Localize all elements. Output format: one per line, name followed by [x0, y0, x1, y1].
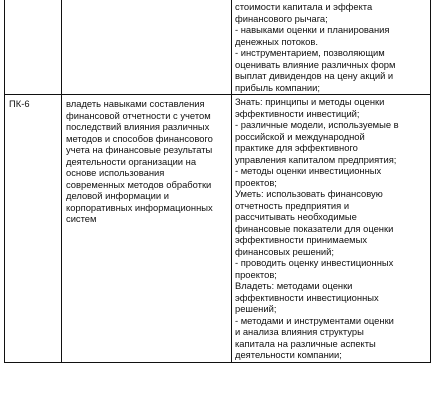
competency-code-cell: [5, 0, 62, 95]
details-line: - методами и инструментами оценки: [235, 314, 394, 326]
description-line: основе использования: [66, 167, 165, 178]
details-line: эффективности принимаемых: [235, 234, 368, 245]
details-line: проектов;: [235, 268, 277, 280]
details-line: и анализа влияния структуры: [235, 326, 364, 337]
description-line: владеть навыками составления: [66, 98, 205, 109]
competency-details-cell: [232, 95, 431, 363]
details-line: выплат дивидендов на цену акций и: [235, 70, 394, 81]
table-row: [5, 0, 431, 95]
competency-code: ПК-6: [9, 98, 30, 109]
details-line: Уметь: использовать финансовую: [235, 188, 383, 199]
description-line: корпоративных информационных: [66, 201, 213, 213]
details-line: финансовых решений;: [235, 245, 334, 257]
details-line: решений;: [235, 303, 277, 314]
competency-table: [4, 0, 431, 363]
details-line: - инструментарием, позволяющим: [235, 47, 385, 58]
competency-description-cell: [62, 0, 232, 95]
details-line: - проводить оценку инвестиционных: [235, 257, 394, 268]
details-line: отчетность предприятия и: [235, 199, 350, 211]
details-line: эффективности инвестиций;: [235, 107, 360, 119]
details-line: практике для эффективного: [235, 142, 358, 153]
details-line: рассчитывать необходимые: [235, 211, 357, 222]
details-line: стоимости капитала и эффекта: [235, 1, 373, 12]
competency-code-cell: [5, 95, 62, 363]
details-line: прибыль компании;: [235, 81, 321, 93]
description-line: учета на финансовые результаты: [66, 144, 213, 155]
details-line: российской и международной: [235, 130, 365, 142]
competency-details-cell: [232, 0, 431, 95]
details-line: капитала на различные аспекты: [235, 337, 376, 349]
description-line: систем: [66, 213, 97, 224]
details-line: Знать: принципы и методы оценки: [235, 96, 385, 107]
competency-description-cell: [62, 95, 232, 363]
description-line: деятельности организации на: [66, 155, 197, 167]
details-line: управления капиталом предприятия;: [235, 153, 397, 165]
details-line: оценивать влияние различных форм: [235, 58, 396, 70]
details-line: эффективности инвестиционных: [235, 291, 379, 303]
table-row: [5, 95, 431, 363]
details-line: финансовые показатели для оценки: [235, 222, 394, 234]
description-line: современных методов обработки: [66, 178, 212, 190]
details-line: деятельности компании;: [235, 349, 342, 360]
description-line: методов и способов финансового: [66, 132, 213, 144]
description-line: финансовой отчетности с учетом: [66, 109, 211, 121]
details-line: денежных потоков.: [235, 35, 318, 47]
details-line: - различные модели, используемые в: [235, 119, 399, 130]
details-line: - навыками оценки и планирования: [235, 24, 390, 35]
description-line: деловой информации и: [66, 190, 169, 201]
details-line: проектов;: [235, 176, 277, 188]
details-line: Владеть: методами оценки: [235, 280, 353, 291]
details-line: - методы оценки инвестиционных: [235, 165, 382, 176]
description-line: последствий влияния различных: [66, 121, 210, 132]
details-line: финансового рычага;: [235, 12, 328, 24]
